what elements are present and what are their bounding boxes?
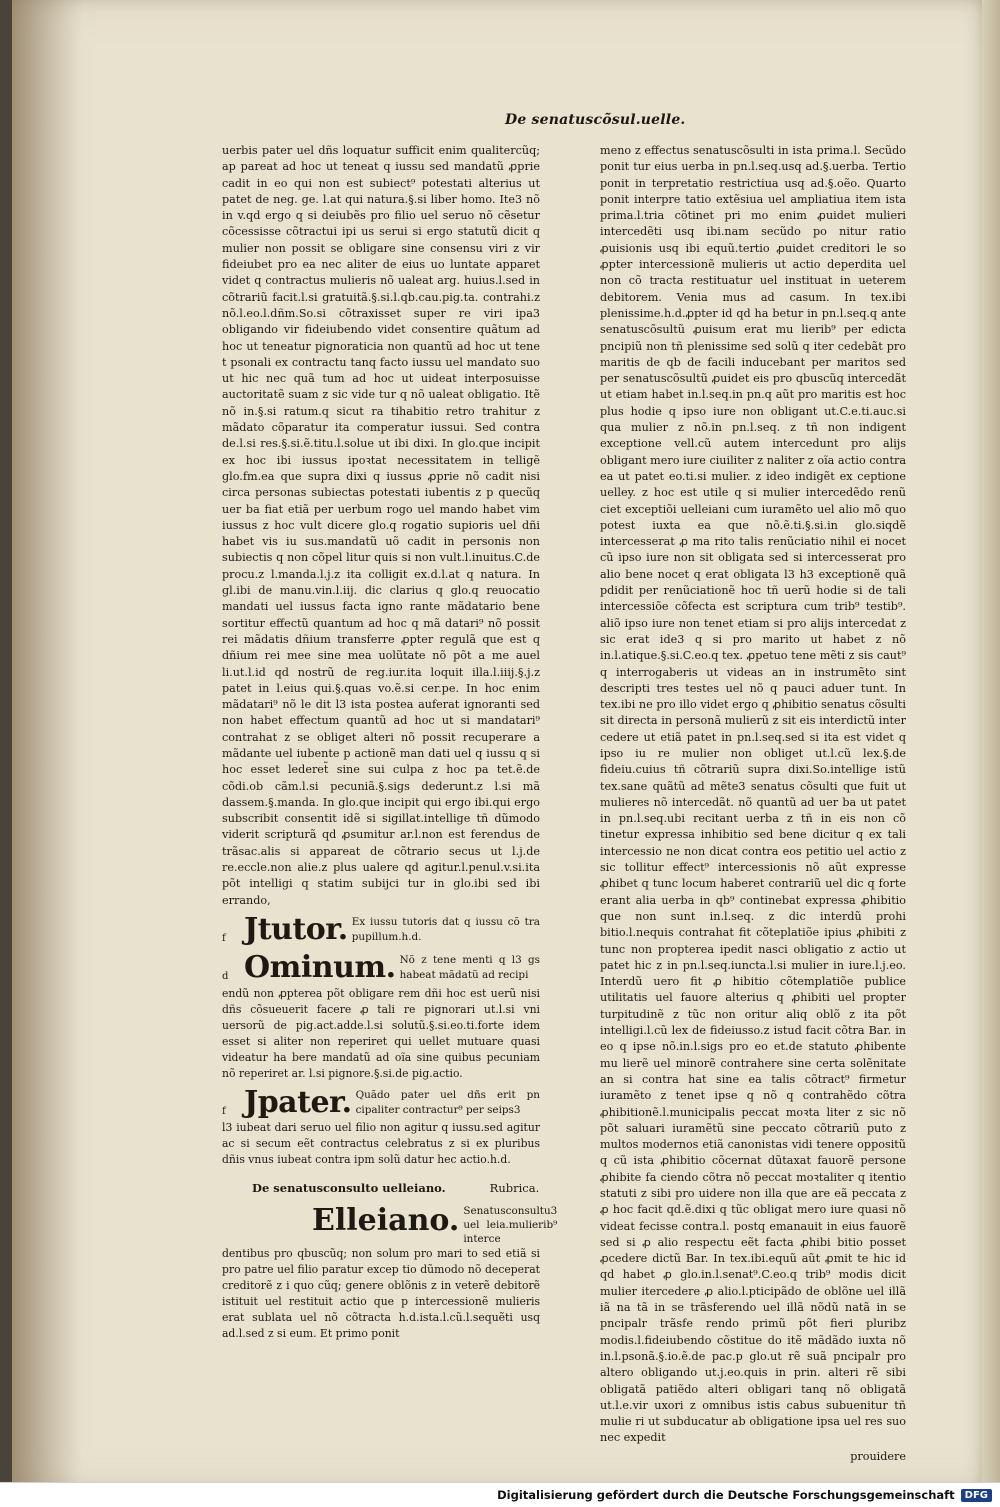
lemma-continuation: endũ non ꝓpterea põt obligare rem dñi hoc est uerũ nisi dñs cõsueuerit facere ꝓ tali re pignorari ut.l.si vni uersorũ de pig.act.adde.l.si solutũ.§.si.eo.ti.forte idem esset si aliter non reperiret qui uellet mutuare quasi videatur ha bere mandatũ ad oĩa sine quibus pecuniam nõ reperiret ar. l.si pignore.§.si.de pig.actio. xyxy=(222,986,540,1080)
section-title: De senatusconsulto uelleiano. xyxy=(252,1180,446,1195)
running-head: De senatuscõsul.uelle. xyxy=(505,112,686,128)
lemma-text: Ex iussu tutoris dat q iussu cõ tra pupillum.h.d. xyxy=(351,915,540,943)
lemma-pater xyxy=(222,1086,540,1120)
lemma-text: Nõ z tene menti q l3 gs habeat mãdatũ ad recipi xyxy=(399,954,540,982)
initial-continuation: dentibus pro qbuscũq; non solum pro mari to sed etiã si pro patre uel filio paratur excep tio dũmodo nõ deceperat creditorẽ z i quo cũq; genere oblõnis z in veterẽ debitorẽ istituit uel restituit actio que p intercessionẽ mulieris erat sublata uel nõ cõtracta h.d.ista.l.cũ.l.sequẽti usq ad.l.sed z si eum. Et primo ponit xyxy=(222,1247,540,1341)
lemma-signature: f xyxy=(222,932,226,944)
right-column xyxy=(600,143,906,1465)
dfg-logo: DFG xyxy=(961,1489,992,1502)
footer-text: Digitalisierung gefördert durch die Deutsche Forschungsgemeinschaft xyxy=(497,1488,955,1502)
initial-lemma xyxy=(312,1203,558,1246)
lemma-continuation: l3 iubeat dari seruo uel filio non agitur q iussu.sed agitur ac si secum eẽt contractus celebratus z si ex pluribus dñis vnus iubeat contra ipm solũ datur hec actio.h.d. xyxy=(222,1120,540,1166)
left-body-text: uerbis pater uel dñs loquatur sufficit enim qualitercũq; ap pareat ad hoc ut teneat q iussu sed mandatũ ꝓprie cadit in eo qui non est subiect⁹ potestati alterius ut patet de neg. ge. l.at qui natura.§.si liber homo. Ite3 nõ in v.qd ergo q si deiubẽs pro filio uel seruo nõ cẽsetur cõcessisse cõtractui ipi us serui si ergo statutũ dicit q mulier non possit se obligare sine consensu viri z vir fideiubet pro ea nec aliter de eius uo luntate apparet videt q contractus mulieris nõ ualeat arg. huius.l.sed in cõtrariũ facit.l.si gratuitã.§.si.l.qb.cau.pig.ta. contrahi.z nõ.l.eo.l.dñm.So.si cõtraxisset super re viri ipa3 obligando vir fideiubendo videt consentire quãtum ad hoc ut teneatur pignoraticia non quantũ ad hoc ut tene t psonali ex contractu tanq facto iussu uel mandato suo ut hic nec quã tum ad hoc ut uideat interposuisse auctoritatẽ suam z sic vide tur q nõ ualeat obligatio. Itẽ nõ in.§.si ratum.q sicut ra tihabitio retro trahitur z mãdato cõparatur ita comperatur iussui. Sed contra de.l.si res.§.si.ẽ.titu.l.solue ut ibi dixi. In glo.que incipit ex hoc ibi iussus ipoꝛtat necessitatem in telligẽ glo.fm.ea que supra dixi q iussus ꝓprie nõ cadit nisi circa personas subiectas potestati iubentis z p quecũq uer ba fiat etiã per uerbum rogo uel mando habet vim iussus z hoc vult dicere glo.q rogatio supioris uel dñi habet vis iu sus.mandatũ uõ cadit in personis non subiectis q non cõpel litur quis si non vult.l.inuitus.C.de procu.z l.manda.l.j.z ita colligit ex.d.l.at q natura. In gl.ibi de manu.vin.l.iij. dic clarius q glo.q reuocatio mandati uel iussus facta igno rante mãdatario bene sortitur effectũ quantum ad hoc q mã datari⁹ nõ possit rei mãdatis dñium transferre ꝓpter regulã que est q dñium rei mee sine mea uolũtate nõ põt a me auel li.ut.l.id qd nostrũ de reg.iur.ita loquit illa.l.iiij.§.j.z patet in l.eius qui.§.quas vo.ẽ.si cer.pe. In hoc enim mãdatari⁹ nõ le dit l3 ista postea auferat ignoranti sed non habet effectum quantũ ad hoc ut si mandatari⁹ contrahat z se obliget alteri nõ possit recuperare a mãdante uel iubente p actionẽ man dati uel q iussu q si hoc esset lederet̃ sine sui culpa z hoc pa tet.ẽ.de cõdi.ob cãm.l.si pecuniã.§.sigs dederunt.z l.si mã dassem.§.manda. In glo.que incipit qui ergo ibi.qui ergo subscribit consentit idẽ si sigillat.intellige tñ dũmodo viderit scripturã qd ꝓsumitur ar.l.non est ferendus de trãsac.alis si appareat de cõtrario secus ut l.j.de re.eccle.non alie.z plus ualere qd agitur.l.penul.v.si.ita põt intelligi q statim subijci tur in glo.ibi sed ibi errando, xyxy=(222,144,540,907)
footer-bar xyxy=(0,1482,1000,1507)
initial-text: Senatusconsultu3 uel leia.mulierib⁹ interce xyxy=(463,1205,558,1246)
left-column xyxy=(222,143,558,1342)
lemma-dominum xyxy=(222,951,540,985)
catchword: prouidere xyxy=(850,1449,906,1463)
gutter-strip xyxy=(0,0,12,1490)
section-heading xyxy=(252,1180,540,1196)
lemma-text: Quãdo pater uel dñs erit pn cipaliter contractur⁹ per seips3 xyxy=(355,1088,540,1116)
lemma-signature: f xyxy=(222,1105,226,1117)
spine-shadow xyxy=(12,0,82,1490)
initial-word: Elleiano. xyxy=(312,1203,460,1239)
lemma-word: Jpater. xyxy=(244,1084,352,1120)
lemma-tutor xyxy=(222,913,540,947)
section-rubric: Rubrica. xyxy=(489,1180,540,1195)
page-edge xyxy=(982,0,1000,1490)
lemma-word: Jtutor. xyxy=(244,911,348,947)
lemma-word: Ominum. xyxy=(244,950,396,986)
lemma-signature: d xyxy=(222,971,229,983)
right-body-text: meno z effectus senatuscõsulti in ista prima.l. Secũdo ponit tur eius uerba in pn.l.seq.usq ad.§.uerba. Tertio ponit in terpretatio restrictiua usq ad.§.oẽo. Quarto ponit interpre tatio extẽsiua uel ampliatiua item ista prima.l.tria cõtinet pri mo enim ꝓuidet mulieri intercedẽti usq ibi.nam secũdo po nitur ratio ꝓuisionis usq ibi equũ.tertio ꝓuidet creditori le so ꝓpter intercessionẽ mulieris ut actio deperdita uel non cõ tracta restituatur uel instituat in ueterem debitorem. Venia mus ad casum. In tex.ibi plenissime.h.d.ꝓpter id qd ha betur in pn.l.seq.q ante senatuscõsultũ ꝓuisum erat mu lierib⁹ per edicta pncipiũ non tñ plenissime sed solũ q iter cedebãt pro maritis de qb de facili inducebant per maritos sed per senatuscõsultũ ꝓuidet eis pro qbuscũq intercedãt ut etiam habet in.l.seq.in pn.q aũt pro maritis est hoc plus hodie q ipso iure non obligant ut.C.e.ti.auc.si qua mulier z nõ.in pn.l.seq. z tñ non indigent exceptione vell.cũ autem intercedunt pro alijs obligant mero iure ciuiliter z naliter z oĩa actio contra ea ut patet eo.ti.si mulier. z ideo indigẽt ex ceptione uelley. z hoc est utile q si mulier intercedẽdo renũ ciet exceptiõi uelleiani cum iuramẽto uel alio mõ quo potest iuxta ea que nõ.ẽ.ti.§.si.in glo.siqdẽ intercesserat ꝓ ma rito talis renũciatio nihil ei nocet cũ ipso iure non sit obligata sed si intercesserat pro alio bene nocet q erat obligata l3 h3 exceptionẽ quã pdidit per renũciationẽ hoc tñ uerũ hodie si de tali intercessiõe cõfecta est scriptura cum trib⁹ testib⁹. aliõ ipso iure non tenet etiam si pro alijs intercedat z sic erat ide3 q si pro marito ut habet z nõ in.l.atique.§.si.C.eo.q tex. ꝓpetuo tene mẽti z sis caut⁹ q interrogaberis ut videas an in instrumẽto sint descripti tres testes uel nõ q pauci aduer tunt. In tex.ibi ne pro illo videt ergo q ꝓhibitio senatus cõsulti sit directa in personã mulierũ z sit eis interdictũ inter cedere ut etiã patet in pn.l.seq.sed si ita est videt q ipso iu re mulier non obliget ut.l.cũ lex.§.de fideiu.cuius tñ cõtrariũ supra dixi.So.intellige istũ tex.sane quãtũ ad mẽte3 senatus cõsulti que fuit ut mulieres nõ intercedãt. nõ quantũ ad uer ba ut patet in pn.l.seq.ubi recitant uerba z tñ in eis non cõ tinetur expressa inhibitio sed bene dicitur q ex tali intercessio ne non dicat contra eos petitio uel actio z sic tollitur effect⁹ intercessionis nõ aũt expresse ꝓhibet q tunc locum haberet contrariũ uel dic q forte erant alia uerba in qb⁹ continebat expressa ꝓhibitio que non sunt in.l.seq. z dic interdũ prohi bitio.l.nequis contrahat fit cõteplatiõe ipius ꝓhibiti z tunc non propterea ipedit nasci obligatio z actio ut patet hic z in pn.l.seq.iuncta.l.si mulier in iure.l.j.eo. Interdũ uero fit ꝓ hibitio cõtemplatiõe publice utilitatis uel fauore alterius q ꝓhibiti uel propter turpitudinẽ z tũc non oritur aliq oblõ z ita põt intelligi.l.cũ lex de fideiusso.z istud facit cõtra Bar. in eo q ipse nõ.in.l.sigs pro eo et.de statuto ꝓhibente mu lierẽ uel minorẽ contrahere sine certa solẽnitate an si contra hat sine ea talis cõtract⁹ firmetur iuramẽto z tenet ipse q nõ q contrahẽdo cõtra ꝓhibitionẽ.l.municipalis peccat moꝛta liter z sic nõ põt saluari iuramẽtũ sine peccato cõtrariũ puto z multos modernos etiã canonistas vidi tenere oppositũ q cũ ista ꝓhibitio cõcernat dũtaxat fauorẽ persone ꝓhibite fa ciendo cõtra nõ peccat moꝛtaliter q itentio statuti z sibi pro uidere non illa que are eã peccata z ꝓ hoc facit qd.ẽ.dixi q tũc obligat mero iure quasi nõ videat fecisse contra.l. postq emanauit in eius fauorẽ sed si ꝓ alio respectu eẽt facta ꝓhibi bitio posset ꝓcedere dictũ Bar. In tex.ibi.equũ aũt ꝓmit te hic id qd habet ꝓ glo.in.l.senat⁹.C.eo.q trib⁹ modis dicit mulier itercedere ꝓ alio.l.pticipãdo de oblõne uel illã iã na tã in se trãsferendo uel illã nõdũ natã in se pncipalr trãsfe rendo primũ põt fieri pluribz modis.l.fideiubendo cõstitue do itẽ mãdãdo iuxta nõ in.l.psonã.§.io.ẽ.de pac.p glo.ut rẽ suã pncipalr pro altero obligando ut.j.eo.quis in prin. alteri rẽ sibi obligatã patiẽdo alteri obligari tanq nõ obligatã ut.l.e.vir uxori z omnibus istis cabus subuenitur tñ mulie ri ut subducatur ab obligatione ipsa uel res suo nec expedit xyxy=(600,144,906,1445)
